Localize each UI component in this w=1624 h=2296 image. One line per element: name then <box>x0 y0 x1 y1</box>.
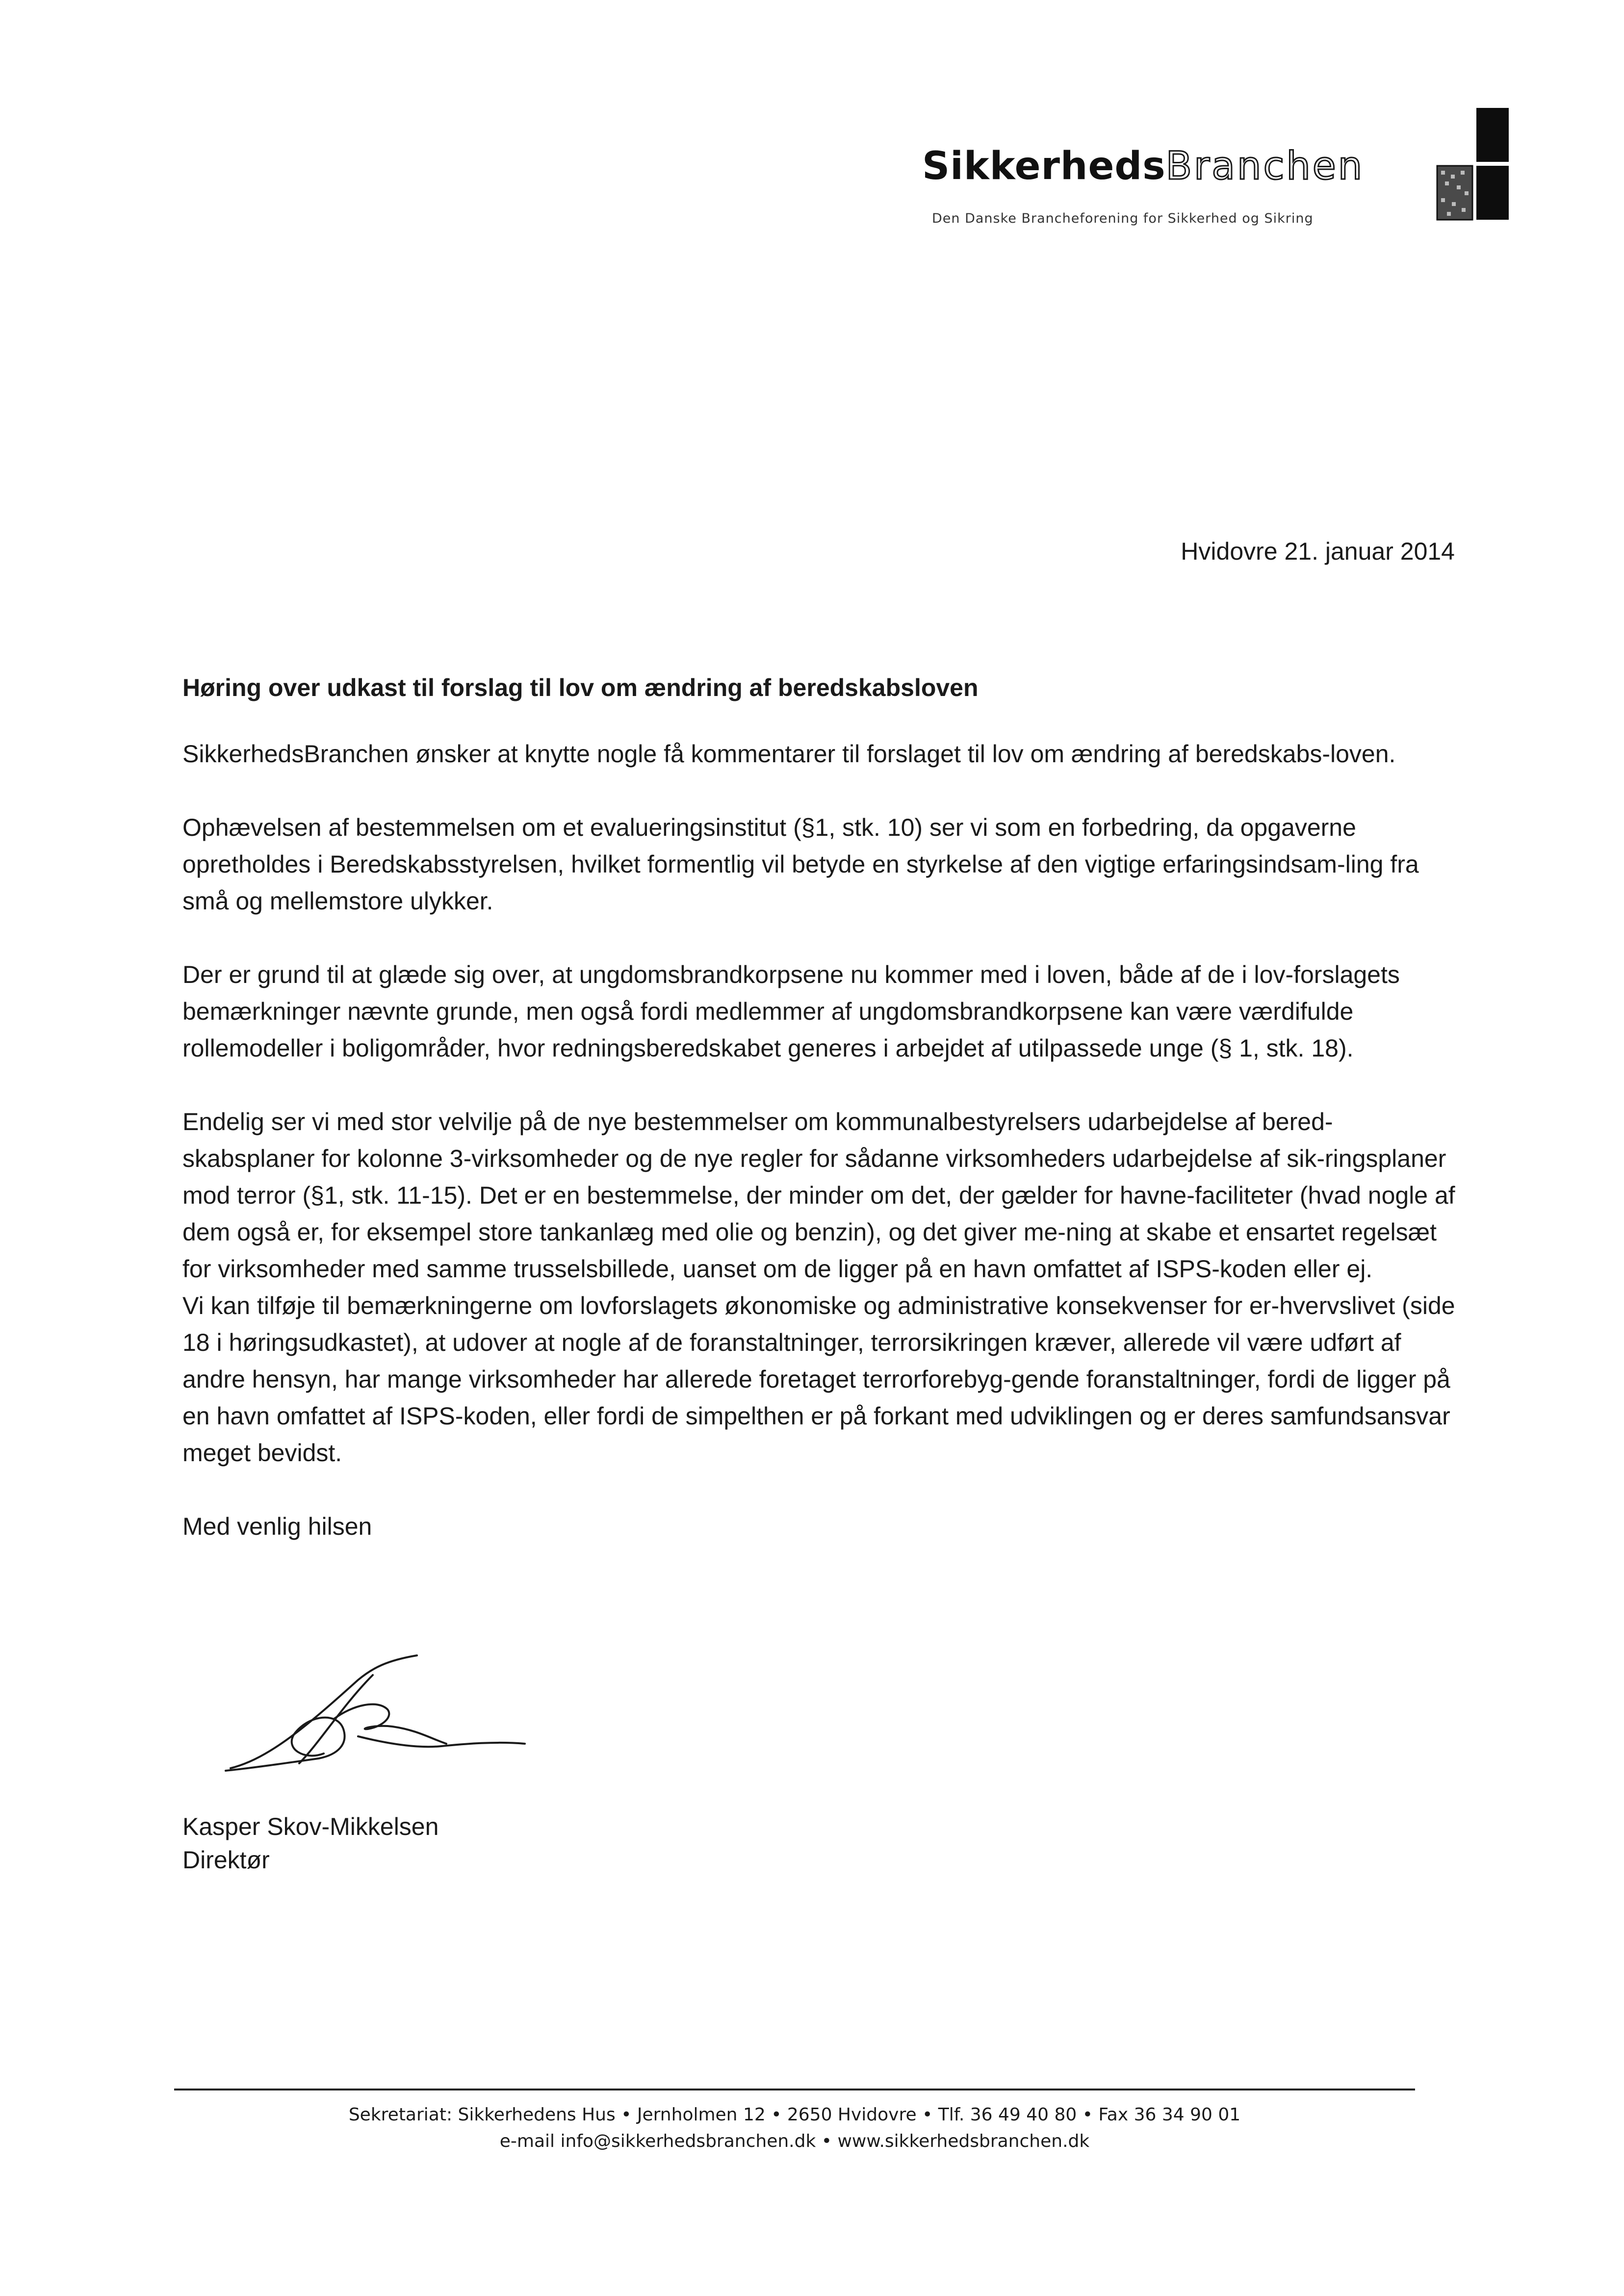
letter-subject: Høring over udkast til forslag til lov om ændring af beredskabsloven <box>182 674 979 701</box>
brand-name-bold: Sikkerheds <box>922 144 1166 188</box>
paragraph-emergency-plans: Endelig ser vi med stor velvilje på de nye bestemmelser om kommunalbestyrelsers udarbejdelse af bered-skabsplaner for kolonne 3-virksomheder og de nye regler for sådanne virksomheders udarbejdelse af sik-ringsplaner mod terror (§1, stk. 11-15). Det er en bestemmelse, der minder om det, der gælder for havne-faciliteter (hvad nogle af dem også er, for eksempel store tankanlæg med olie og benzin), og det giver me-ning at skabe et ensartet regelsæt for virksomheder med samme trusselsbillede, uanset om de ligger på en havn omfattet af ISPS-koden eller ej. <box>182 1108 1455 1283</box>
paragraph-youth-fire-corps: Der er grund til at glæde sig over, at ungdomsbrandkorpsene nu kommer med i loven, både af de i lov-forslagets bemærkninger nævnte grunde, men også fordi medlemmer af ungdomsbrandkorpsene kan være værdifulde rollemodeller i boligområder, hvor redningsberedskabet generes i arbejdet af utilpassede unge (§ 1, stk. 18). <box>182 961 1400 1062</box>
paragraph-intro: SikkerhedsBranchen ønsker at knytte nogle få kommentarer til forslaget til lov om ændring af beredskabs-loven. <box>182 740 1396 768</box>
closing-greeting: Med venlig hilsen <box>182 1513 372 1540</box>
letter-date: Hvidovre 21. januar 2014 <box>1181 538 1455 565</box>
signatory-title: Direktør <box>182 1846 270 1874</box>
paragraph-evaluation-institute: Ophævelsen af bestemmelsen om et evalueringsinstitut (§1, stk. 10) ser vi som en forbedring, da opgaverne opretholdes i Beredskabsstyrelsen, hvilket formentlig vil betyde en styrkelse af den vigtige erfaringsindsam-ling fra små og mellemstore ulykker. <box>182 814 1419 915</box>
brand-name-light: Branchen <box>1165 144 1365 188</box>
brand-name <box>922 144 1365 188</box>
signatory-block <box>182 1810 438 1877</box>
letter-body <box>182 670 1458 1545</box>
handwritten-signature <box>211 1646 554 1793</box>
brand-tagline: Den Danske Brancheforening for Sikkerhed og Sikring <box>932 211 1314 226</box>
signatory-name: Kasper Skov-Mikkelsen <box>182 1813 439 1840</box>
black-square-blocks-icon <box>1413 108 1511 226</box>
paragraph-economic-consequences: Vi kan tilføje til bemærkningerne om lovforslagets økonomiske og administrative konsekvenser for er-hvervslivet (side 18 i høringsudkastet), at udover at nogle af de foranstaltninger, terrorsikringen kræver, allerede vil være udført af andre hensyn, har mange virksomheder har allerede foretaget terrorforebyg-gende foranstaltninger, fordi de ligger på en havn omfattet af ISPS-koden, eller fordi de simpelthen er på forkant med udviklingen og er deres samfundsansvar meget bevidst. <box>182 1292 1455 1467</box>
footer-divider <box>174 2089 1415 2090</box>
footer-address-line: Sekretariat: Sikkerhedens Hus • Jernholmen 12 • 2650 Hvidovre • Tlf. 36 49 40 80 • Fax 36 34 90 01 <box>348 2105 1241 2125</box>
letterhead <box>912 108 1521 235</box>
footer <box>174 2102 1415 2155</box>
footer-contact-line: e-mail info@sikkerhedsbranchen.dk • www.sikkerhedsbranchen.dk <box>499 2131 1090 2151</box>
